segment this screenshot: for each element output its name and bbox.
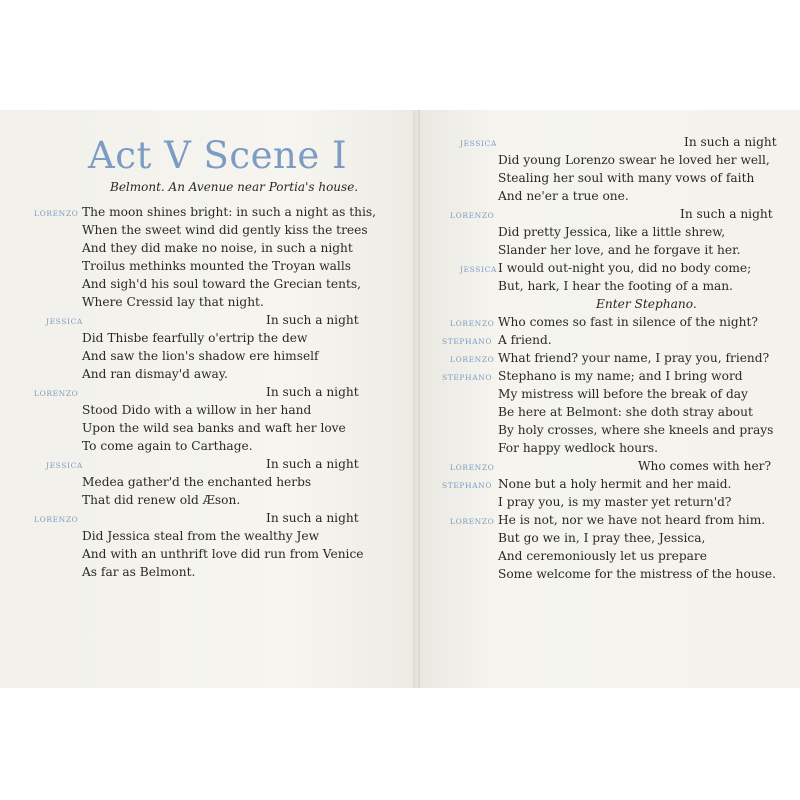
verse-line: That did renew old Æson. (82, 493, 241, 507)
verse-line: As far as Belmont. (82, 565, 196, 579)
verse-line: Did Jessica steal from the wealthy Jew (82, 529, 320, 543)
verse-line: I pray you, is my master yet return'd? (498, 495, 732, 509)
verse-line: In such a night (684, 135, 777, 149)
stage-direction: Enter Stephano. (596, 297, 697, 311)
verse-line: And ne'er a true one. (498, 189, 629, 203)
verse-line: Did young Lorenzo swear he loved her well, (498, 153, 770, 167)
verse-line: Upon the wild sea banks and waft her love (82, 421, 346, 435)
verse-line: What friend? your name, I pray you, friend? (498, 351, 770, 365)
speaker-name: JESSICA (460, 139, 497, 148)
verse-line: Medea gather'd the enchanted herbs (82, 475, 312, 489)
speaker-name: LORENZO (450, 463, 495, 472)
verse-line: But go we in, I pray thee, Jessica, (498, 531, 706, 545)
verse-line: To come again to Carthage. (82, 439, 253, 453)
speaker-name: LORENZO (450, 319, 495, 328)
verse-line: By holy crosses, where she kneels and prays (498, 423, 774, 437)
verse-line: For happy wedlock hours. (498, 441, 659, 455)
verse-line: Did pretty Jessica, like a little shrew, (498, 225, 726, 239)
verse-line: And ran dismay'd away. (82, 367, 228, 381)
book-gutter (413, 110, 420, 688)
speaker-name: STEPHANO (442, 373, 493, 382)
verse-line: Where Cressid lay that night. (82, 295, 264, 309)
verse-line: And with an unthrift love did run from Venice (82, 547, 364, 561)
verse-line: Stephano is my name; and I bring word (498, 369, 743, 383)
verse-line: In such a night (266, 457, 359, 471)
verse-line: And ceremoniously let us prepare (498, 549, 707, 563)
verse-line: In such a night (266, 313, 359, 327)
verse-line: None but a holy hermit and her maid. (498, 477, 732, 491)
verse-line: In such a night (266, 511, 359, 525)
speaker-name: LORENZO (34, 389, 79, 398)
verse-line: Troilus methinks mounted the Troyan walls (82, 259, 351, 273)
verse-line: Some welcome for the mistress of the house. (498, 567, 777, 581)
verse-line: Who comes so fast in silence of the night? (498, 315, 758, 329)
verse-line: My mistress will before the break of day (498, 387, 748, 401)
book-spread (0, 110, 800, 688)
verse-line: In such a night (266, 385, 359, 399)
verse-line: And saw the lion's shadow ere himself (82, 349, 319, 363)
speaker-name: JESSICA (46, 317, 83, 326)
verse-line: Who comes with her? (638, 459, 772, 473)
scene-setting: Belmont. An Avenue near Portia's house. (110, 180, 359, 194)
speaker-name: LORENZO (450, 355, 495, 364)
verse-line: Did Thisbe fearfully o'ertrip the dew (82, 331, 308, 345)
speaker-name: LORENZO (450, 517, 495, 526)
verse-line: The moon shines bright: in such a night as this, (82, 205, 377, 219)
verse-line: When the sweet wind did gently kiss the trees (82, 223, 368, 237)
verse-line: Slander her love, and he forgave it her. (498, 243, 741, 257)
verse-line: A friend. (498, 333, 552, 347)
verse-line: Stealing her soul with many vows of faith (498, 171, 755, 185)
right-page (420, 110, 800, 688)
speaker-name: JESSICA (46, 461, 83, 470)
scene-title: Act V Scene I (88, 134, 348, 177)
verse-line: Stood Dido with a willow in her hand (82, 403, 312, 417)
verse-line: In such a night (680, 207, 773, 221)
speaker-name: STEPHANO (442, 481, 493, 490)
speaker-name: LORENZO (34, 209, 79, 218)
speaker-name: LORENZO (34, 515, 79, 524)
verse-line: Be here at Belmont: she doth stray about (498, 405, 753, 419)
verse-line: And sigh'd his soul toward the Grecian tents, (82, 277, 361, 291)
verse-line: I would out-night you, did no body come; (498, 261, 752, 275)
speaker-name: JESSICA (460, 265, 497, 274)
verse-line: And they did make no noise, in such a night (82, 241, 353, 255)
left-page (0, 110, 413, 688)
verse-line: He is not, nor we have not heard from him. (498, 513, 766, 527)
speaker-name: LORENZO (450, 211, 495, 220)
speaker-name: STEPHANO (442, 337, 493, 346)
verse-line: But, hark, I hear the footing of a man. (498, 279, 733, 293)
